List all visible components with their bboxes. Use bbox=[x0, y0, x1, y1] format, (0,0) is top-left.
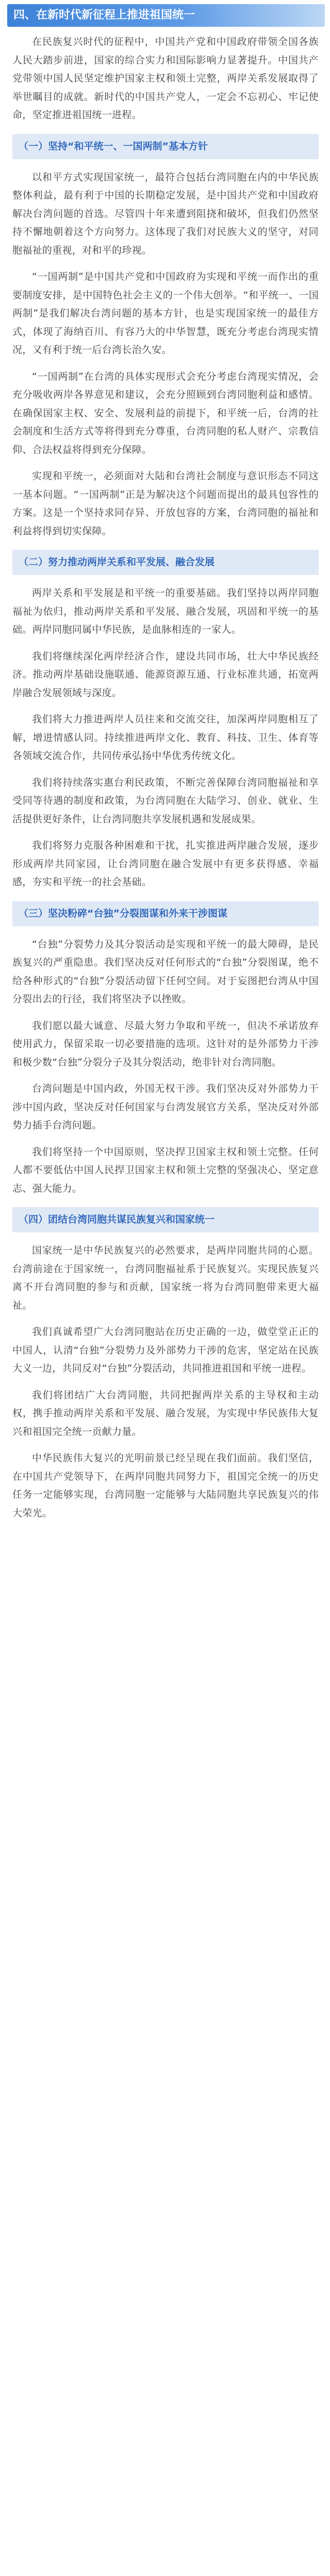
paragraph: 以和平方式实现国家统一，最符合包括台湾同胞在内的中华民族整体利益，最有利于中国的长期稳定发展，是中国共产党和中国政府解决台湾问题的首选。尽管四十年来遭到阻挠和破坏，但我们仍然坚持不懈地朝着这个方向努力。这体现了我们对民族大义的坚守，对同胞福祉的重视，对和平的珍视。 bbox=[12, 171, 319, 256]
paragraph: 中华民族伟大复兴的光明前景已经呈现在我们面前。我们坚信，在中国共产党领导下，在两岸同胞共同努力下，祖国完全统一的历史任务一定能够实现，台湾同胞一定能够与大陆同胞共享民族复兴的伟大荣光。 bbox=[12, 1452, 319, 1519]
paragraph: 我们将努力克服各种困难和干扰，扎实推进两岸融合发展，逐步形成两岸共同家园，让台湾同胞在融合发展中有更多获得感、幸福感，夯实和平统一的社会基础。 bbox=[12, 840, 319, 888]
paragraph: “一国两制”在台湾的具体实现形式会充分考虑台湾现实情况，会充分吸收两岸各界意见和建议，会充分照顾到台湾同胞利益和感情。在确保国家主权、安全、发展利益的前提下，和平统一后，台湾的社会制度和生活方式等将得到充分尊重，台湾同胞的私人财产、宗教信仰、合法权益将得到充分保障。 bbox=[12, 370, 319, 455]
paragraph: 我们将大力推进两岸人员往来和交流交往，加深两岸同胞相互了解，增进情感认同。持续推进两岸文化、教育、科技、卫生、体育等各领域交流合作，共同传承弘扬中华优秀传统文化。 bbox=[12, 714, 319, 761]
paragraph: “台独”分裂势力及其分裂活动是实现和平统一的最大障碍，是民族复兴的严重隐患。我们坚决反对任何形式的“台独”分裂图谋，绝不给各种形式的“台独”分裂活动留下任何空间。对于妄图把台湾从中国分裂出去的行径，我们将坚决予以挫败。 bbox=[12, 938, 319, 1005]
paragraph: 我们将团结广大台湾同胞，共同把握两岸关系的主导权和主动权，携手推动两岸关系和平发展、融合发展，为实现中华民族伟大复兴和祖国完全统一贡献力量。 bbox=[12, 1389, 319, 1437]
paragraph: 台湾问题是中国内政，外国无权干涉。我们坚决反对外部势力干涉中国内政，坚决反对任何国家与台湾发展官方关系，坚决反对外部势力插手台湾问题。 bbox=[12, 1083, 319, 1131]
paragraph: 我们将坚持一个中国原则，坚决捍卫国家主权和领土完整。任何人都不要低估中国人民捍卫国家主权和领土完整的坚强决心、坚定意志、强大能力。 bbox=[12, 1146, 319, 1194]
paragraph: “一国两制”是中国共产党和中国政府为实现和平统一而作出的重要制度安排，是中国特色社会主义的一个伟大创举。“和平统一、一国两制”是我们解决台湾问题的基本方针，也是实现国家统一的最佳方式，体现了海纳百川、有容乃大的中华智慧，既充分考虑台湾现实情况，又有利于统一后台湾长治久安。 bbox=[12, 271, 319, 355]
paragraph: 我们将持续落实惠台利民政策，不断完善保障台湾同胞福祉和享受同等待遇的制度和政策，为台湾同胞在大陆学习、创业、就业、生活提供更好条件，让台湾同胞共享发展机遇和发展成果。 bbox=[12, 776, 319, 825]
intro-paragraph: 在民族复兴时代的征程中，中国共产党和中国政府带领全国各族人民大踏步前进，国家的综合实力和国际影响力显著提升。中国共产党带领中国人民坚定维护国家主权和领土完整，两岸关系发展取得了举世瞩目的成就。新时代的中国共产党人，一定会不忘初心、牢记使命，坚定推进祖国统一进程。 bbox=[12, 36, 319, 121]
section-heading: （四）团结台湾同胞共谋民族复兴和国家统一 bbox=[12, 1207, 319, 1232]
chapter-banner bbox=[7, 4, 325, 27]
paragraph: 我们将继续深化两岸经济合作，建设共同市场，壮大中华民族经济。推动两岸基础设施联通、能源资源互通、行业标准共通，拓宽两岸融合发展领域与深度。 bbox=[12, 650, 319, 699]
paragraph: 我们愿以最大诚意、尽最大努力争取和平统一，但决不承诺放弃使用武力，保留采取一切必要措施的选项。这针对的是外部势力干涉和极少数“台独”分裂分子及其分裂活动，绝非针对台湾同胞。 bbox=[12, 1020, 319, 1068]
paragraph: 实现和平统一，必须面对大陆和台湾社会制度与意识形态不同这一基本问题。“一国两制”正是为解决这个问题而提出的最具包容性的方案。这是一个坚持求同存异、开放包容的方案，台湾同胞的福祉和利益将得到切实保障。 bbox=[12, 470, 319, 537]
section-heading: （三）坚决粉碎“台独”分裂图谋和外来干涉图谋 bbox=[12, 901, 319, 926]
paragraph: 国家统一是中华民族复兴的必然要求，是两岸同胞共同的心愿。台湾前途在于国家统一，台湾同胞福祉系于民族复兴。实现民族复兴离不开台湾同胞的参与和贡献，国家统一将为台湾同胞带来更大福祉。 bbox=[12, 1245, 319, 1311]
section-heading: （二）努力推动两岸关系和平发展、融合发展 bbox=[12, 550, 319, 575]
paragraph: 两岸关系和平发展是和平统一的重要基础。我们坚持以两岸同胞福祉为依归，推动两岸关系和平发展、融合发展，巩固和平统一的基础。两岸同胞同属中华民族，是血脉相连的一家人。 bbox=[12, 587, 319, 635]
section-heading: （一）坚持“和平统一、一国两制”基本方针 bbox=[12, 134, 319, 159]
paragraph: 我们真诚希望广大台湾同胞站在历史正确的一边，做堂堂正正的中国人，认清“台独”分裂势力及外部势力干涉的危害，坚定站在民族大义一边，共同反对“台独”分裂活动，共同推进祖国和平统一进程。 bbox=[12, 1326, 319, 1374]
article-body bbox=[0, 33, 330, 1522]
chapter-title: 四、在新时代新征程上推进祖国统一 bbox=[13, 9, 195, 22]
